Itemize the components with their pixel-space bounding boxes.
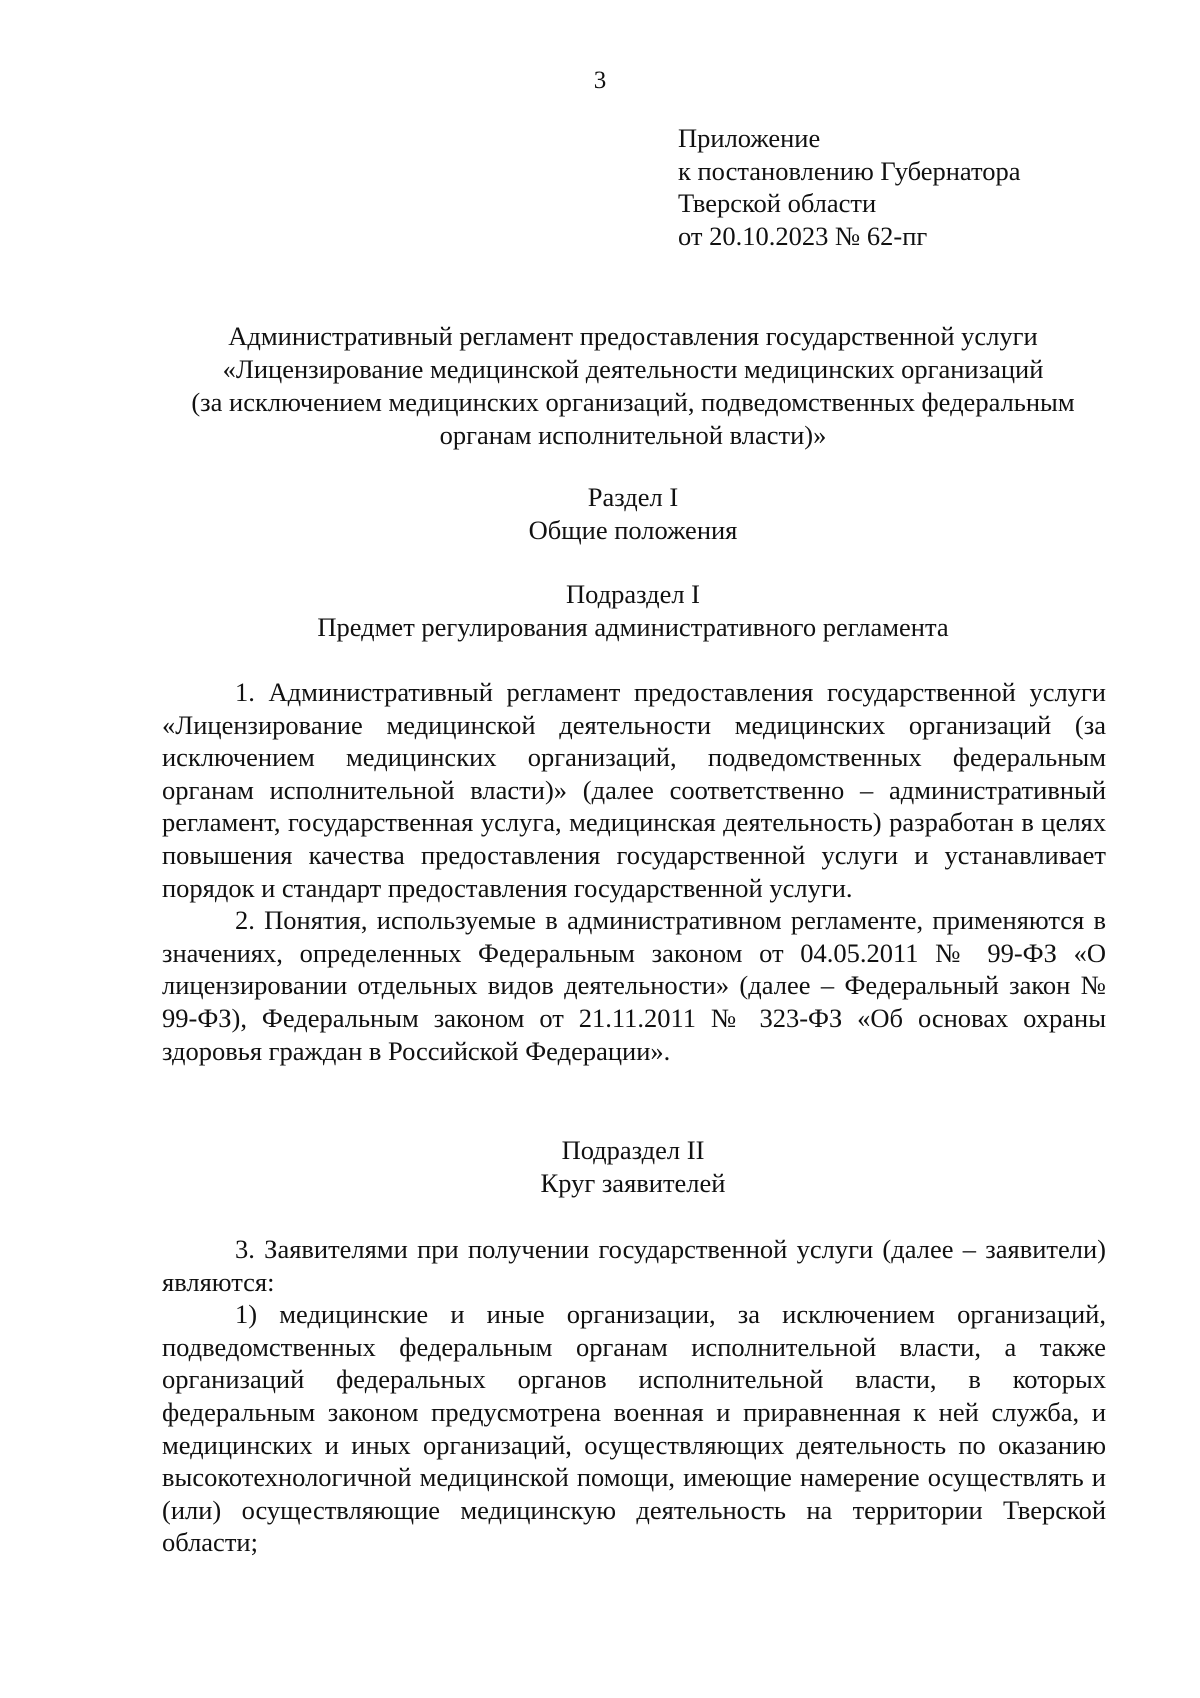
title-line: (за исключением медицинских организаций, подведомственных федеральным [191, 387, 1075, 417]
subsection-label: Подраздел I [565, 579, 701, 609]
page-number: 3 [593, 67, 607, 94]
section-heading [160, 481, 1106, 547]
appendix-line: Приложение [678, 123, 821, 153]
document-title [160, 320, 1106, 452]
paragraph: 1. Административный регламент предоставления государственной услуги «Лицензирование медицинской деятельности медицинских организаций (за исключением медицинских организаций, подведомственных федеральным органам исполнительной власти)» (далее соответственно – административный регламент, государственная услуга, медицинская деятельность) разработан в целях повышения качества предоставления государственной услуги и устанавливает порядок и стандарт предоставления государственной услуги. [162, 677, 1106, 903]
appendix-line: Тверской области [678, 188, 877, 218]
subsection-label: Подраздел II [561, 1135, 705, 1165]
subsection-name: Предмет регулирования административного регламента [317, 612, 949, 642]
subsection-heading [160, 578, 1106, 644]
appendix-date-line: от 20.10.2023 № 62-пг [678, 220, 928, 251]
section-name: Общие положения [528, 515, 738, 545]
paragraph: 2. Понятия, используемые в административном регламенте, применяются в значениях, определенных Федеральным законом от 04.05.2011 № 99-ФЗ «О лицензировании отдельных видов деятельности» (далее – Федеральный закон № 99-ФЗ), Федеральным законом от 21.11.2011 № 323-ФЗ «Об основах охраны здоровья граждан в Российской Федерации». [162, 905, 1106, 1066]
title-line: «Лицензирование медицинской деятельности медицинских организаций [222, 354, 1044, 384]
paragraph: 1) медицинские и иные организации, за исключением организаций, подведомственных федеральным органам исполнительной власти, а также организаций федеральных органов исполнительной власти, в которых федеральным законом предусмотрена военная и приравненная к ней служба, и медицинских и иных организаций, осуществляющих деятельность по оказанию высокотехнологичной медицинской помощи, имеющие намерение осуществлять и (или) осуществляющие медицинскую деятельность на территории Тверской области; [162, 1299, 1106, 1558]
subsection-heading [160, 1134, 1106, 1200]
body-text-block [162, 676, 1106, 1067]
title-line: органам исполнительной власти)» [439, 420, 827, 450]
appendix-line: к постановлению Губернатора [678, 155, 1021, 186]
section-label: Раздел I [587, 482, 679, 512]
body-text-block [162, 1233, 1106, 1559]
appendix-block [678, 122, 1021, 252]
subsection-name: Круг заявителей [540, 1168, 726, 1198]
paragraph: 3. Заявителями при получении государственной услуги (далее – заявители) являются: [162, 1234, 1106, 1297]
title-line: Административный регламент предоставления государственной услуги [228, 321, 1038, 351]
